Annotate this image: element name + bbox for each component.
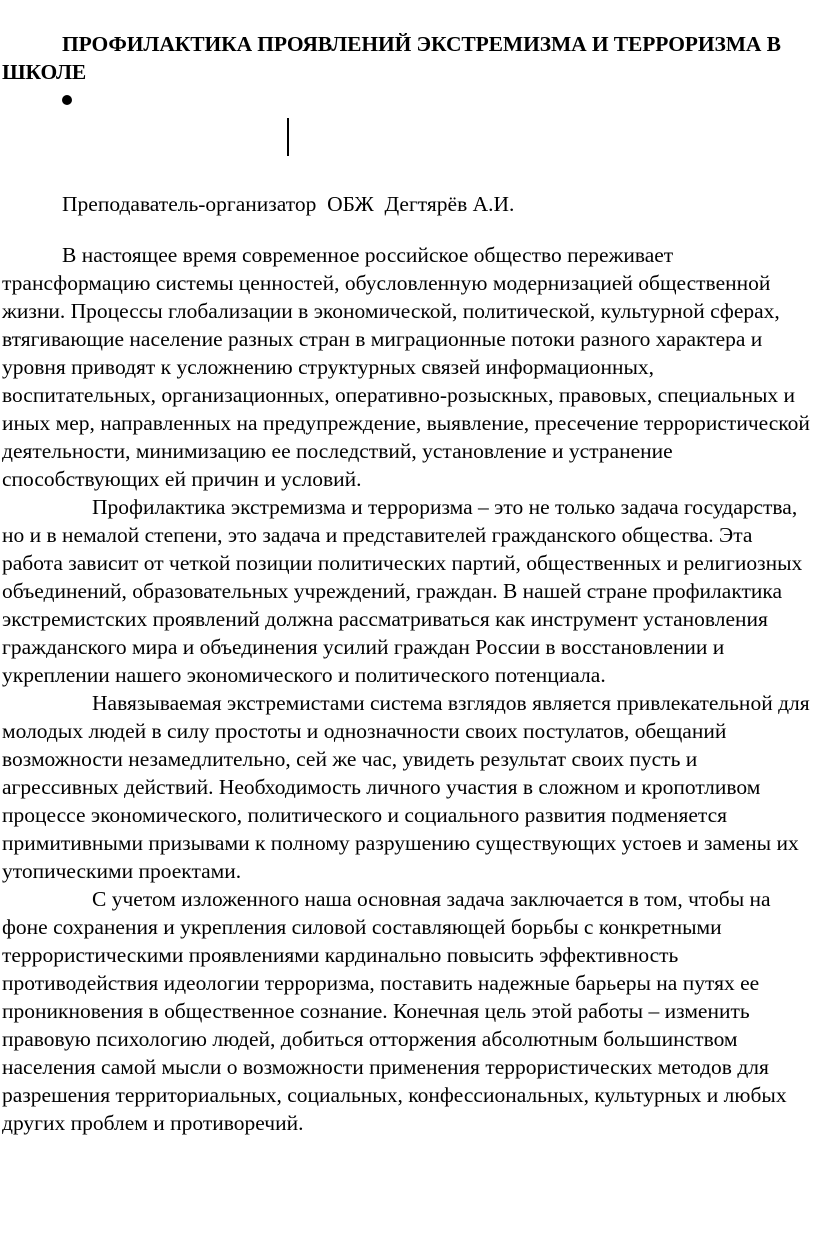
text-cursor-line (287, 118, 289, 156)
paragraph-3: Навязываемая экстремистами система взглядов является привлекательной для молодых людей в силу простоты и однозначности своих постулатов, обещаний возможности незамедлительно, сей же час, увидеть результат своих пусть и агрессивных действий. Необходимость личного участия в сложном и кропотливом процессе экономического, политического и социального развития подменяется примитивными призывами к полному разрушению существующих устоев и замены их утопическими проектами. (2, 691, 810, 883)
document-title: ПРОФИЛАКТИКА ПРОЯВЛЕНИЙ ЭКСТРЕМИЗМА И ТЕРРОРИЗМА В ШКОЛЕ (2, 32, 781, 84)
document-body (2, 241, 812, 1137)
bullet-icon (62, 95, 72, 105)
paragraph-4: С учетом изложенного наша основная задача заключается в том, чтобы на фоне сохранения и укрепления силовой составляющей борьбы с конкретными террористическими проявлениями кардинально повысить эффективность противодействия идеологии терроризма, поставить надежные барьеры на путях ее проникновения в общественное сознание. Конечная цель этой работы – изменить правовую психологию людей, добиться отторжения абсолютным большинством населения самой мысли о возможности применения террористических методов для разрешения территориальных, социальных, конфессиональных, культурных и любых других проблем и противоречий. (2, 887, 787, 1135)
paragraph-2: Профилактика экстремизма и терроризма – это не только задача государства, но и в немалой степени, это задача и представителей гражданского общества. Эта работа зависит от четкой позиции политических партий, общественных и религиозных объединений, образовательных учреждений, граждан. В нашей стране профилактика экстремистских проявлений должна рассматриваться как инструмент установления гражданского мира и объединения усилий граждан России в восстановлении и укреплении нашего экономического и политического потенциала. (2, 495, 803, 687)
author-line: Преподаватель-организатор ОБЖ Дегтярёв А.И. (62, 192, 515, 216)
paragraph-1: В настоящее время современное российское общество переживает трансформацию системы ценностей, обусловленную модернизацией общественной жизни. Процессы глобализации в экономической, политической, культурной сферах, втягивающие население разных стран в миграционные потоки разного характера и уровня приводят к усложнению структурных связей информационных, воспитательных, организационных, оперативно-розыскных, правовых, специальных и иных мер, направленных на предупреждение, выявление, пресечение террористической деятельности, минимизацию ее последствий, установление и устранение способствующих ей причин и условий. (2, 243, 810, 491)
